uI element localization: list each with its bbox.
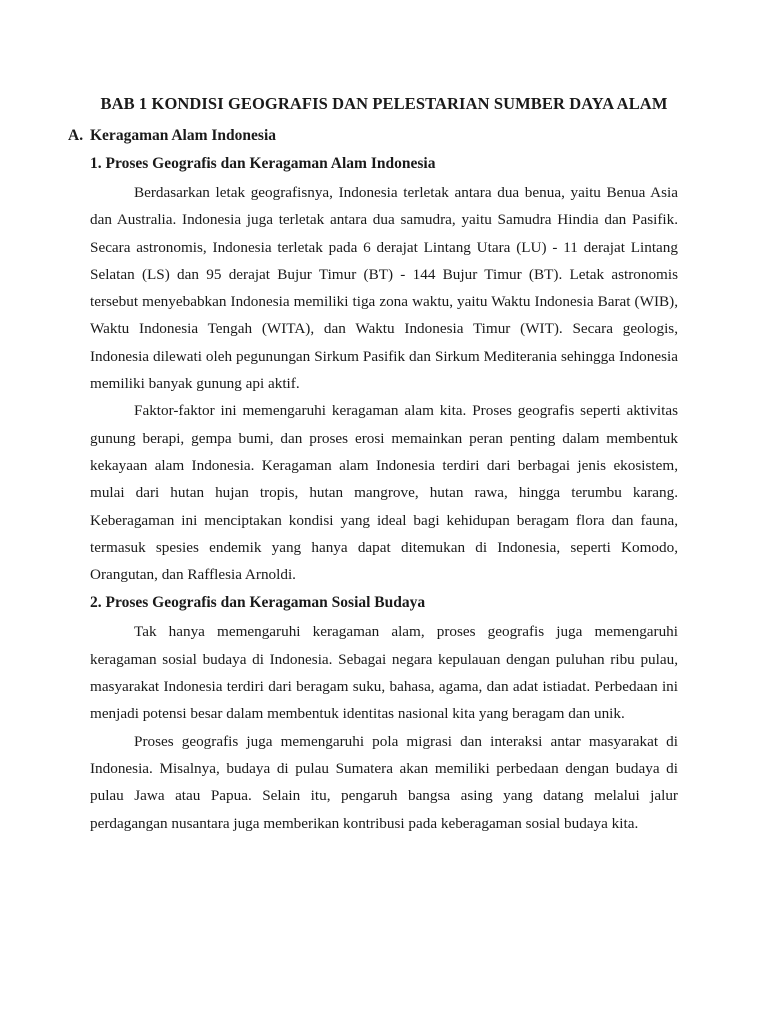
- section-heading: [68, 126, 678, 146]
- paragraph: Faktor-faktor ini memengaruhi keragaman alam kita. Proses geografis seperti aktivitas gunung berapi, gempa bumi, dan proses erosi memainkan peran penting dalam membentuk kekayaan alam Indonesia. Keragaman alam Indonesia terdiri dari berbagai jenis ekosistem, mulai dari hutan hujan tropis, hutan mangrove, hutan rawa, hingga terumbu karang. Keberagaman ini menciptakan kondisi yang ideal bagi kehidupan beragam flora dan fauna, termasuk spesies endemik yang hanya dapat ditemukan di Indonesia, seperti Komodo, Orangutan, dan Rafflesia Arnoldi.: [90, 402, 678, 584]
- paragraph: Tak hanya memengaruhi keragaman alam, proses geografis juga memengaruhi keragaman sosial budaya di Indonesia. Sebagai negara kepulauan dengan puluhan ribu pulau, masyarakat Indonesia terdiri dari beragam suku, bahasa, agama, dan adat istiadat. Perbedaan ini menjadi potensi besar dalam membentuk identitas nasional kita yang beragam dan unik.: [90, 623, 678, 723]
- paragraph: Proses geografis juga memengaruhi pola migrasi dan interaksi antar masyarakat di Indonesia. Misalnya, budaya di pulau Sumatera akan memiliki perbedaan dengan budaya di pulau Jawa atau Papua. Selain itu, pengaruh bangsa asing yang datang melalui jalur perdagangan nusantara juga memberikan kontribusi pada keberagaman sosial budaya kita.: [90, 732, 678, 832]
- subsection-2-heading: 2. Proses Geografis dan Keragaman Sosial Budaya: [90, 594, 426, 612]
- document-page: [68, 92, 678, 837]
- subsection-1-heading: 1. Proses Geografis dan Keragaman Alam Indonesia: [90, 155, 436, 172]
- paragraph: Berdasarkan letak geografisnya, Indonesia terletak antara dua benua, yaitu Benua Asia dan Australia. Indonesia juga terletak antara dua samudra, yaitu Samudra Hindia dan Pasifik. Secara astronomis, Indonesia terletak pada 6 derajat Lintang Utara (LU) - 11 derajat Lintang Selatan (LS) dan 95 derajat Bujur Timur (BT) - 144 Bujur Timur (BT). Letak astronomis tersebut menyebabkan Indonesia memiliki tiga zona waktu, yaitu Waktu Indonesia Barat (WIB), Waktu Indonesia Tengah (WITA), dan Waktu Indonesia Timur (WIT). Secara geologis, Indonesia dilewati oleh pegunungan Sirkum Pasifik dan Sirkum Mediterania sehingga Indonesia memiliki banyak gunung api aktif.: [90, 184, 678, 393]
- section-letter: A.: [68, 127, 84, 144]
- section-heading-text: Keragaman Alam Indonesia: [90, 127, 277, 144]
- chapter-title: BAB 1 KONDISI GEOGRAFIS DAN PELESTARIAN SUMBER DAYA ALAM: [100, 94, 668, 113]
